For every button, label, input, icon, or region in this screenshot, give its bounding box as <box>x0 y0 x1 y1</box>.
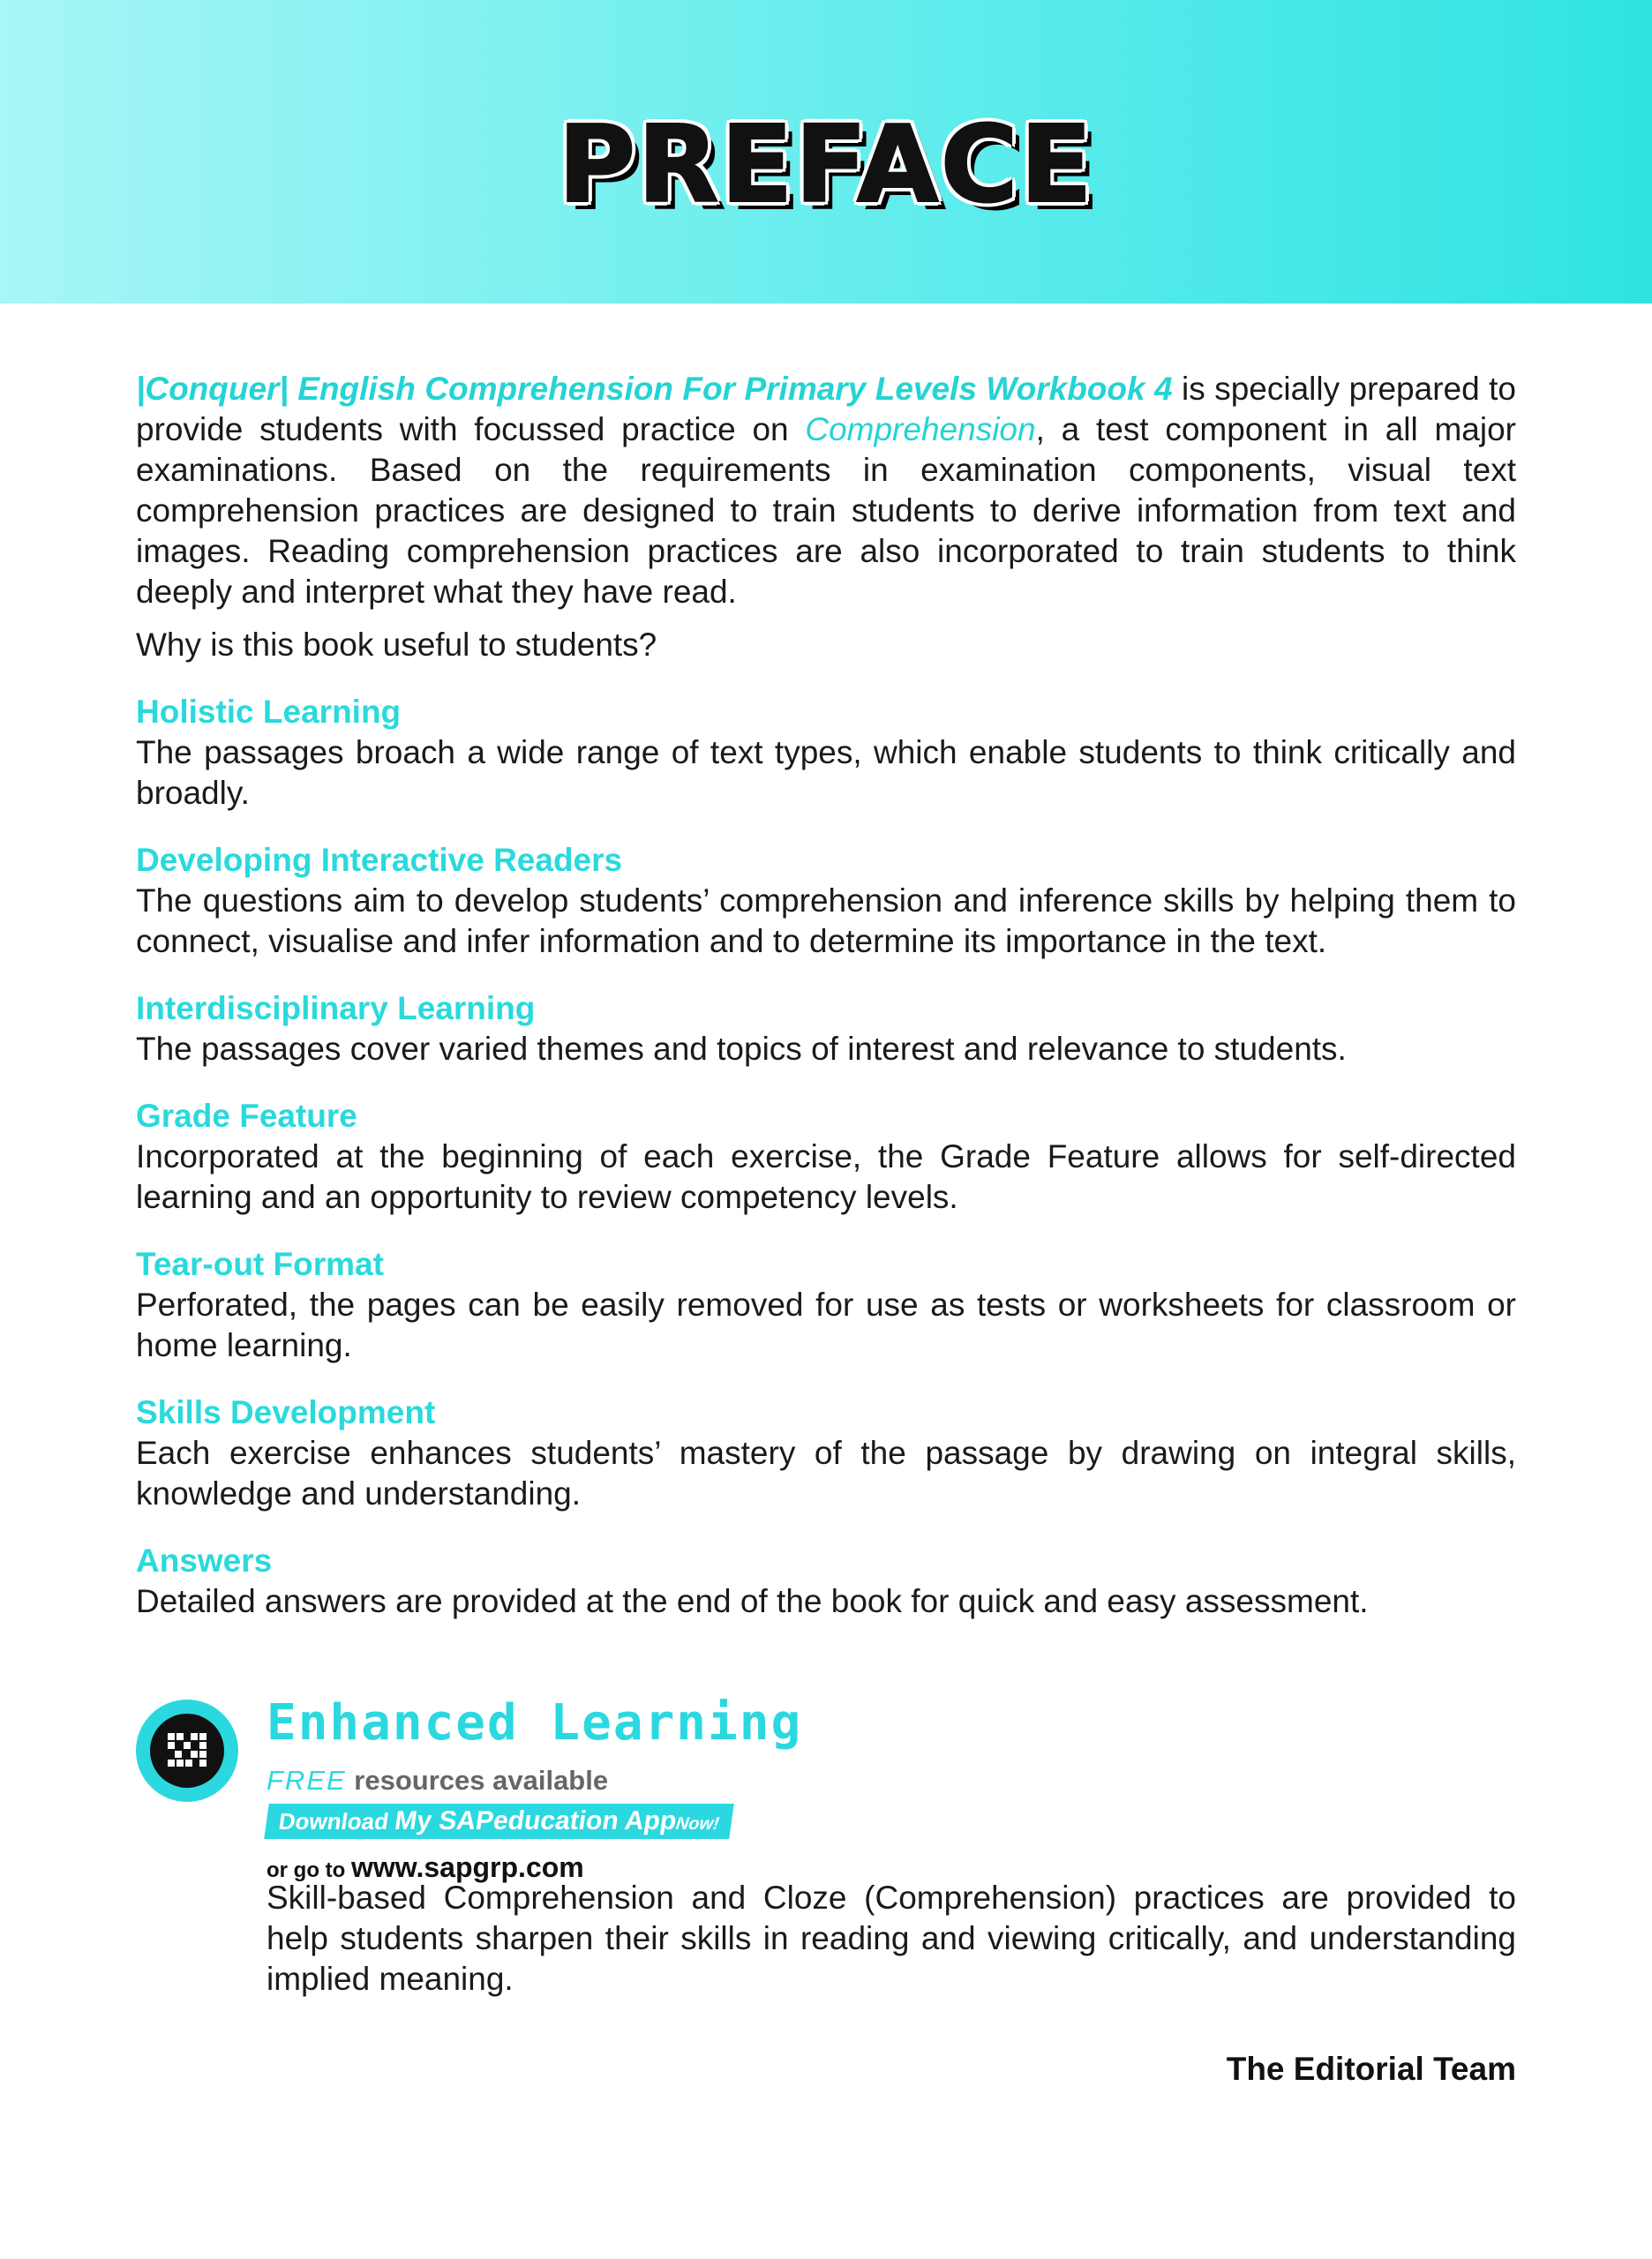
feature-text: Detailed answers are provided at the end of the book for quick and easy assessment. <box>136 1583 1369 1619</box>
feature-title: Answers <box>136 1542 273 1579</box>
feature-title: Skills Development <box>136 1394 436 1430</box>
feature-title: Tear-out Format <box>136 1246 384 1282</box>
feature-text: Incorporated at the beginning of each exercise, the Grade Feature allows for self-directed learning and an opportunity to review competency levels. <box>136 1138 1516 1215</box>
enhanced-learning-title: Enhanced Learning <box>267 1694 803 1752</box>
feature-text: The questions aim to develop students’ comprehension and inference skills by helping them to connect, visualise and infer information and to determine its importance in the text. <box>136 882 1516 959</box>
header-banner <box>0 0 1652 304</box>
comprehension-word: Comprehension <box>805 411 1036 447</box>
feature-title: Interdisciplinary Learning <box>136 990 536 1026</box>
download-app-banner[interactable] <box>264 1804 734 1839</box>
intro-question: Why is this book useful to students? <box>136 627 657 663</box>
intro-paragraph <box>136 369 1516 612</box>
feature-text: The passages broach a wide range of text types, which enable students to think critically and broadly. <box>136 734 1516 811</box>
enhanced-learning-description: Skill-based Comprehension and Cloze (Comprehension) practices are provided to help students sharpen their skills in reading and viewing critically, and understanding implied meaning. <box>267 1880 1516 1997</box>
qr-code-icon <box>136 1700 238 1802</box>
feature-interdisciplinary-learning <box>136 988 1516 1069</box>
feature-text: Perforated, the pages can be easily removed for use as tests or worksheets for classroom or home learning. <box>136 1287 1516 1363</box>
free-resources-line <box>267 1765 608 1797</box>
feature-interactive-readers <box>136 840 1516 962</box>
feature-skills-development <box>136 1392 1516 1514</box>
preface-content <box>136 369 1516 1622</box>
enhanced-learning-box <box>136 1694 1516 2017</box>
website-link[interactable]: www.sapgrp.com <box>350 1851 584 1883</box>
feature-answers <box>136 1541 1516 1622</box>
download-now: Now! <box>674 1814 721 1834</box>
feature-grade-feature <box>136 1096 1516 1218</box>
book-title: |Conquer| English Comprehension For Primary Levels Workbook 4 <box>136 371 1173 407</box>
feature-title: Grade Feature <box>136 1098 357 1134</box>
feature-text: The passages cover varied themes and topics of interest and relevance to students. <box>136 1031 1347 1067</box>
download-prefix: Download <box>276 1808 397 1835</box>
intro-text-b: , a test component in all major examinations. Based on the requirements in examination components, visual text comprehension practices are designed to train students to derive information from text and images. Reading comprehension practices are also incorporated to train students to think deeply and interpret what they have read. <box>136 411 1517 610</box>
free-resources-text: resources available <box>346 1765 609 1796</box>
feature-text: Each exercise enhances students’ mastery of the passage by drawing on integral skills, knowledge and understanding. <box>136 1435 1516 1512</box>
feature-holistic-learning <box>136 692 1516 814</box>
feature-title: Developing Interactive Readers <box>136 842 623 878</box>
app-name: My SAPeducation App <box>393 1806 679 1835</box>
feature-tear-out-format <box>136 1244 1516 1366</box>
goto-prefix: or go to <box>267 1858 351 1882</box>
page-title: PREFACE <box>558 104 1094 227</box>
free-label: FREE <box>267 1765 347 1796</box>
signature: The Editorial Team <box>1226 2051 1516 2087</box>
feature-title: Holistic Learning <box>136 694 402 730</box>
qr-code-glyph <box>150 1714 224 1788</box>
intro-text-a: is specially prepared to provide students with focussed practice on <box>136 371 1516 447</box>
